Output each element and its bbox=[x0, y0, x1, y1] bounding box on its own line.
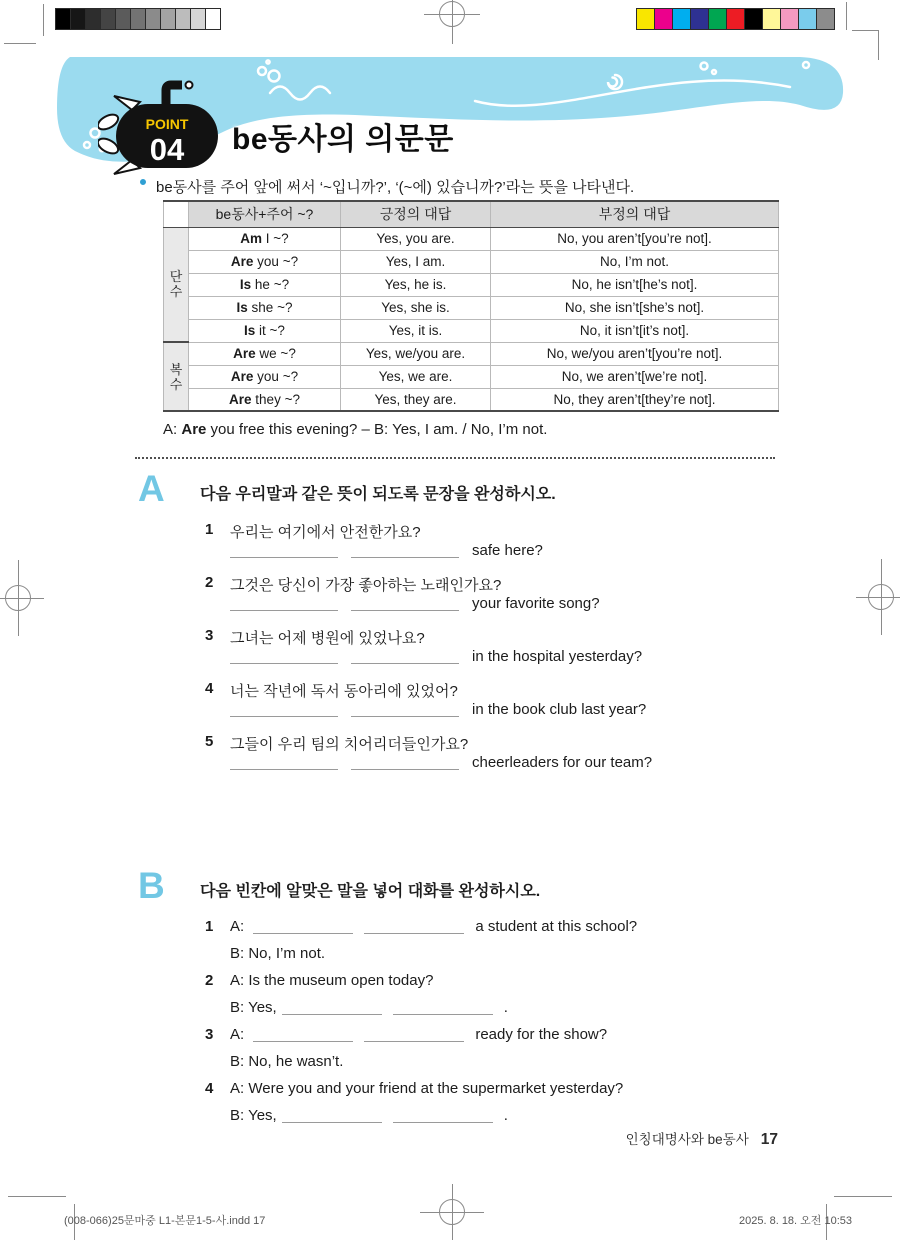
table-row bbox=[164, 296, 779, 319]
calibration-swatch bbox=[115, 8, 131, 30]
calibration-swatch bbox=[160, 8, 176, 30]
korean-prompt: 그것은 당신이 가장 좋아하는 노래인가요? bbox=[230, 577, 502, 594]
positive-answer-cell: Yes, she is. bbox=[341, 296, 491, 319]
conjugation-table bbox=[163, 200, 779, 412]
registration-mark bbox=[439, 1, 465, 27]
question-cell: Are you ~? bbox=[189, 365, 341, 388]
section-b-letter: B bbox=[138, 865, 165, 906]
calibration-swatch bbox=[744, 8, 763, 30]
speaker-label: A: bbox=[230, 1026, 249, 1043]
dotted-divider bbox=[135, 457, 775, 459]
item-number: 2 bbox=[205, 574, 214, 591]
item-number: 2 bbox=[205, 972, 214, 989]
question-cell: Am I ~? bbox=[189, 227, 341, 250]
dialogue-item bbox=[205, 1080, 828, 1134]
table-corner-cell bbox=[164, 201, 189, 227]
negative-answer-cell: No, we aren’t[we’re not]. bbox=[491, 365, 779, 388]
table-row bbox=[164, 227, 779, 250]
table-row bbox=[164, 342, 779, 365]
calibration-swatch bbox=[175, 8, 191, 30]
speaker-label: A: bbox=[230, 972, 249, 989]
sentence-tail: cheerleaders for our team? bbox=[472, 754, 653, 771]
calibration-swatch bbox=[55, 8, 71, 30]
group-label: 단 수 bbox=[164, 227, 189, 342]
korean-prompt: 우리는 여기에서 안전한가요? bbox=[230, 524, 421, 541]
item-number: 5 bbox=[205, 733, 214, 750]
color-calibration-bar bbox=[636, 8, 834, 30]
answer-blank bbox=[253, 919, 353, 934]
calibration-swatch bbox=[145, 8, 161, 30]
positive-answer-cell: Yes, we are. bbox=[341, 365, 491, 388]
item-number: 4 bbox=[205, 1080, 214, 1097]
answer-blank bbox=[230, 702, 338, 717]
calibration-swatch bbox=[654, 8, 673, 30]
grayscale-calibration-bar bbox=[55, 8, 220, 30]
negative-answer-cell: No, we/you aren’t[you’re not]. bbox=[491, 342, 779, 365]
dialogue-text: No, I’m not. bbox=[248, 945, 326, 962]
korean-prompt: 그들이 우리 팀의 치어리더들인가요? bbox=[230, 736, 469, 753]
question-cell: Are we ~? bbox=[189, 342, 341, 365]
speaker-label: B: bbox=[230, 1107, 249, 1124]
sentence-tail: your favorite song? bbox=[472, 595, 600, 612]
intro-line bbox=[140, 176, 790, 197]
answer-blank bbox=[351, 649, 459, 664]
column-header-positive: 긍정의 대답 bbox=[341, 201, 491, 227]
table-row bbox=[164, 319, 779, 342]
point-label: POINT bbox=[145, 116, 189, 132]
calibration-swatch bbox=[636, 8, 655, 30]
print-file-info: (008-066)25문마중 L1-본문1-5-사.indd 17 bbox=[64, 1215, 266, 1227]
dialogue-line bbox=[205, 1026, 828, 1053]
registration-mark bbox=[439, 1199, 465, 1225]
section-a-instruction: 다음 우리말과 같은 뜻이 되도록 문장을 완성하시오. bbox=[200, 486, 556, 503]
exercise-item bbox=[205, 627, 828, 676]
dialogue-line bbox=[205, 918, 828, 945]
table-header-row bbox=[164, 201, 779, 227]
section-a-letter: A bbox=[138, 468, 165, 509]
registration-mark bbox=[868, 584, 894, 610]
example-question: you free this evening? bbox=[210, 421, 358, 438]
calibration-swatch bbox=[130, 8, 146, 30]
group-label: 복 수 bbox=[164, 342, 189, 411]
question-cell: Is it ~? bbox=[189, 319, 341, 342]
submarine-point-badge bbox=[98, 76, 230, 178]
dialogue-line bbox=[205, 1053, 828, 1080]
sentence-tail: in the hospital yesterday? bbox=[472, 648, 643, 665]
positive-answer-cell: Yes, they are. bbox=[341, 388, 491, 411]
positive-answer-cell: Yes, I am. bbox=[341, 250, 491, 273]
page-footer bbox=[626, 1128, 778, 1149]
print-timestamp: 2025. 8. 18. 오전 10:53 bbox=[739, 1215, 852, 1227]
korean-prompt: 너는 작년에 독서 동아리에 있었어? bbox=[230, 683, 458, 700]
question-cell: Are you ~? bbox=[189, 250, 341, 273]
section-a bbox=[138, 468, 828, 786]
sentence-tail: in the book club last year? bbox=[472, 701, 647, 718]
speaker-label: B: bbox=[230, 1053, 249, 1070]
answer-blank bbox=[230, 543, 338, 558]
bullet-icon bbox=[140, 179, 146, 185]
calibration-swatch bbox=[690, 8, 709, 30]
item-number: 1 bbox=[205, 918, 214, 935]
answer-blank bbox=[230, 649, 338, 664]
point-number: 04 bbox=[149, 132, 185, 167]
trim-mark bbox=[43, 4, 44, 36]
positive-answer-cell: Yes, you are. bbox=[341, 227, 491, 250]
calibration-swatch bbox=[205, 8, 221, 30]
example-answer: B: Yes, I am. / No, I’m not. bbox=[374, 421, 548, 438]
section-b-items bbox=[138, 918, 828, 1134]
column-header-negative: 부정의 대답 bbox=[491, 201, 779, 227]
calibration-swatch bbox=[672, 8, 691, 30]
section-a-items bbox=[138, 521, 828, 782]
registration-mark bbox=[5, 585, 31, 611]
negative-answer-cell: No, you aren’t[you’re not]. bbox=[491, 227, 779, 250]
positive-answer-cell: Yes, it is. bbox=[341, 319, 491, 342]
speaker-label: B: bbox=[230, 945, 249, 962]
speaker-a-label: A: bbox=[163, 421, 178, 438]
answer-blank bbox=[282, 1108, 382, 1123]
intro-text: be동사를 주어 앞에 써서 ‘~입니까?’, ‘(~에) 있습니까?’라는 뜻을 나타낸다. bbox=[156, 179, 635, 196]
trim-mark bbox=[878, 30, 879, 60]
dialogue-line bbox=[205, 999, 828, 1026]
calibration-swatch bbox=[762, 8, 781, 30]
calibration-swatch bbox=[85, 8, 101, 30]
speaker-label: B: bbox=[230, 999, 249, 1016]
page-title: be동사의 의문문 bbox=[232, 123, 454, 156]
dialogue-line bbox=[205, 945, 828, 972]
positive-answer-cell: Yes, we/you are. bbox=[341, 342, 491, 365]
item-number: 4 bbox=[205, 680, 214, 697]
trim-mark bbox=[4, 43, 36, 44]
calibration-swatch bbox=[798, 8, 817, 30]
table-row bbox=[164, 250, 779, 273]
sentence-tail: a student at this school? bbox=[475, 918, 638, 935]
exercise-item bbox=[205, 521, 828, 570]
example-verb: Are bbox=[181, 421, 207, 438]
dialogue-text: No, he wasn’t. bbox=[248, 1053, 344, 1070]
answer-blank bbox=[393, 1000, 493, 1015]
calibration-swatch bbox=[100, 8, 116, 30]
table-row bbox=[164, 365, 779, 388]
question-cell: Is she ~? bbox=[189, 296, 341, 319]
exercise-item bbox=[205, 680, 828, 729]
dialogue-text: Is the museum open today? bbox=[248, 972, 434, 989]
calibration-swatch bbox=[780, 8, 799, 30]
example-separator: – bbox=[361, 421, 370, 438]
calibration-swatch bbox=[70, 8, 86, 30]
answer-blank bbox=[351, 543, 459, 558]
answer-blank bbox=[393, 1108, 493, 1123]
negative-answer-cell: No, I’m not. bbox=[491, 250, 779, 273]
answer-blank bbox=[351, 755, 459, 770]
calibration-swatch bbox=[190, 8, 206, 30]
section-b-instruction: 다음 빈칸에 알맞은 말을 넣어 대화를 완성하시오. bbox=[200, 883, 541, 900]
trim-mark bbox=[846, 2, 847, 30]
dialogue-line bbox=[205, 1080, 828, 1107]
dialogue-text: Yes, bbox=[248, 1107, 277, 1124]
trim-mark bbox=[8, 1196, 66, 1197]
table-row bbox=[164, 388, 779, 411]
section-b bbox=[138, 865, 828, 1134]
calibration-swatch bbox=[726, 8, 745, 30]
answer-blank bbox=[230, 596, 338, 611]
answer-blank bbox=[364, 919, 464, 934]
dialogue-item bbox=[205, 972, 828, 1026]
dialogue-line bbox=[205, 972, 828, 999]
negative-answer-cell: No, it isn’t[it’s not]. bbox=[491, 319, 779, 342]
question-cell: Is he ~? bbox=[189, 273, 341, 296]
dialogue-item bbox=[205, 1026, 828, 1080]
negative-answer-cell: No, she isn’t[she’s not]. bbox=[491, 296, 779, 319]
sentence-tail: . bbox=[503, 1107, 508, 1124]
speaker-label: A: bbox=[230, 1080, 249, 1097]
table-row bbox=[164, 273, 779, 296]
item-number: 1 bbox=[205, 521, 214, 538]
answer-blank bbox=[351, 702, 459, 717]
answer-blank bbox=[364, 1027, 464, 1042]
answer-blank bbox=[282, 1000, 382, 1015]
answer-blank bbox=[253, 1027, 353, 1042]
speaker-label: A: bbox=[230, 918, 249, 935]
negative-answer-cell: No, they aren’t[they’re not]. bbox=[491, 388, 779, 411]
exercise-item bbox=[205, 574, 828, 623]
calibration-swatch bbox=[708, 8, 727, 30]
negative-answer-cell: No, he isn’t[he’s not]. bbox=[491, 273, 779, 296]
sentence-tail: ready for the show? bbox=[475, 1026, 608, 1043]
sentence-tail: . bbox=[503, 999, 508, 1016]
answer-blank bbox=[351, 596, 459, 611]
dialogue-item bbox=[205, 918, 828, 972]
item-number: 3 bbox=[205, 1026, 214, 1043]
column-header-question: be동사+주어 ~? bbox=[189, 201, 341, 227]
sentence-tail: safe here? bbox=[472, 542, 543, 559]
item-number: 3 bbox=[205, 627, 214, 644]
trim-mark bbox=[834, 1196, 892, 1197]
chapter-title: 인칭대명사와 be동사 bbox=[625, 1132, 749, 1147]
answer-blank bbox=[230, 755, 338, 770]
trim-mark bbox=[852, 30, 878, 31]
dialogue-text: Were you and your friend at the supermarket yesterday? bbox=[248, 1080, 624, 1097]
positive-answer-cell: Yes, he is. bbox=[341, 273, 491, 296]
calibration-swatch bbox=[816, 8, 835, 30]
exercise-item bbox=[205, 733, 828, 782]
page-number: 17 bbox=[760, 1131, 778, 1148]
dialogue-text: Yes, bbox=[248, 999, 277, 1016]
korean-prompt: 그녀는 어제 병원에 있었나요? bbox=[230, 630, 425, 647]
example-sentence bbox=[163, 421, 547, 438]
question-cell: Are they ~? bbox=[189, 388, 341, 411]
